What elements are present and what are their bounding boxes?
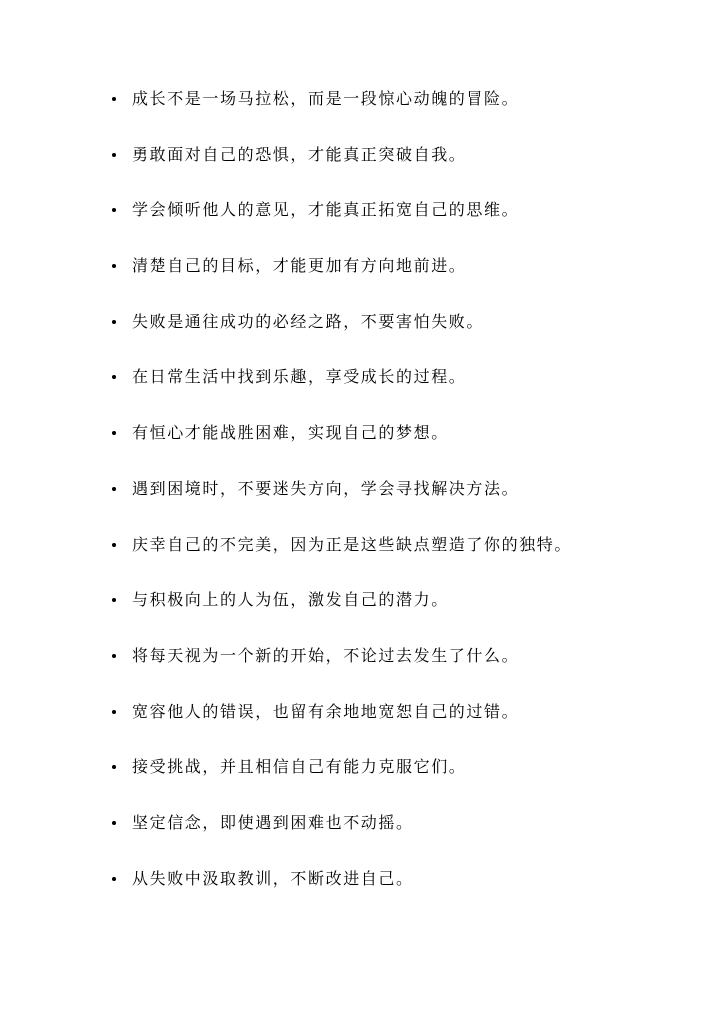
list-item <box>0 856 720 912</box>
quote-list <box>0 76 720 911</box>
list-item-text: 接受挑战，并且相信自己有能力克服它们。 <box>132 757 467 777</box>
bullet-icon <box>112 375 116 379</box>
list-item <box>0 522 720 578</box>
list-item <box>0 76 720 132</box>
list-item-text: 清楚自己的目标，才能更加有方向地前进。 <box>132 256 467 276</box>
bullet-icon <box>112 598 116 602</box>
list-item-text: 有恒心才能战胜困难，实现自己的梦想。 <box>132 423 449 443</box>
bullet-icon <box>112 208 116 212</box>
list-item <box>0 800 720 856</box>
bullet-icon <box>112 320 116 324</box>
list-item <box>0 132 720 188</box>
bullet-icon <box>112 264 116 268</box>
list-item-text: 从失败中汲取教训，不断改进自己。 <box>132 868 414 888</box>
bullet-icon <box>112 710 116 714</box>
list-item <box>0 410 720 466</box>
list-item <box>0 744 720 800</box>
list-item-text: 与积极向上的人为伍，激发自己的潜力。 <box>132 590 449 610</box>
list-item-text: 成长不是一场马拉松，而是一段惊心动魄的冒险。 <box>132 89 520 108</box>
list-item-text: 失败是通往成功的必经之路，不要害怕失败。 <box>132 311 485 331</box>
list-item-text: 勇敢面对自己的恐惧，才能真正突破自我。 <box>132 144 467 164</box>
list-item <box>0 243 720 299</box>
bullet-icon <box>112 153 116 157</box>
bullet-icon <box>112 487 116 491</box>
list-item-text: 学会倾听他人的意见，才能真正拓宽自己的思维。 <box>132 200 520 220</box>
list-item <box>0 354 720 410</box>
bullet-icon <box>112 765 116 769</box>
list-item-text: 宽容他人的错误，也留有余地地宽恕自己的过错。 <box>132 701 520 721</box>
bullet-icon <box>112 821 116 825</box>
list-item-text: 庆幸自己的不完美，因为正是这些缺点塑造了你的独特。 <box>132 534 573 554</box>
list-item <box>0 466 720 522</box>
bullet-icon <box>112 431 116 435</box>
bullet-icon <box>112 654 116 658</box>
list-item-text: 将每天视为一个新的开始，不论过去发生了什么。 <box>132 645 520 665</box>
list-item <box>0 689 720 745</box>
list-item <box>0 187 720 243</box>
list-item-text: 在日常生活中找到乐趣，享受成长的过程。 <box>132 367 467 387</box>
list-item-text: 遇到困境时，不要迷失方向，学会寻找解决方法。 <box>132 478 520 498</box>
list-item <box>0 633 720 689</box>
list-item-text: 坚定信念，即使遇到困难也不动摇。 <box>132 812 414 832</box>
list-item <box>0 299 720 355</box>
bullet-icon <box>112 543 116 547</box>
bullet-icon <box>112 877 116 881</box>
list-item <box>0 577 720 633</box>
bullet-icon <box>112 97 116 101</box>
